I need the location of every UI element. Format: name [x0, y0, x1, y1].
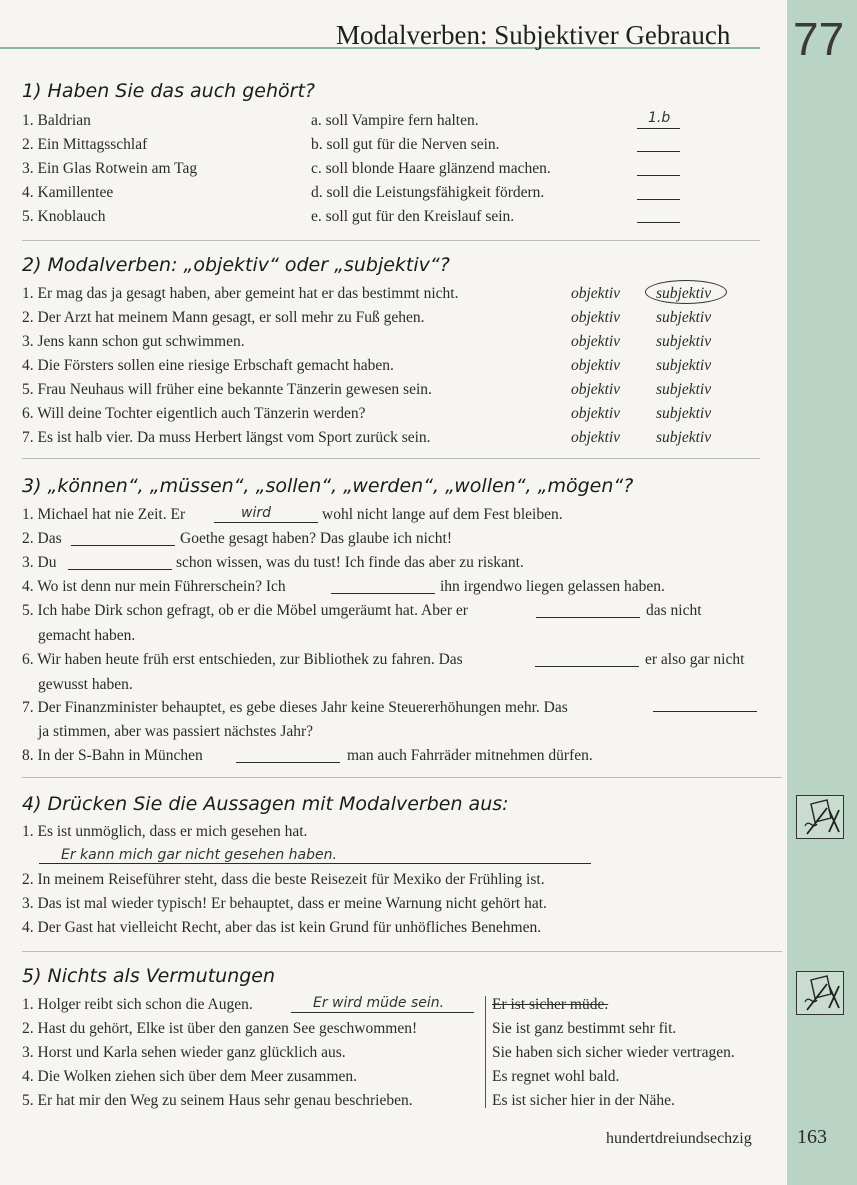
option-objektiv[interactable]: objektiv — [571, 405, 621, 422]
option-subjektiv[interactable]: subjektiv — [656, 381, 712, 398]
sec5-left-item: 4. Die Wolken ziehen sich über dem Meer zusammen. — [22, 1068, 358, 1085]
writing-exercise-icon — [796, 795, 844, 839]
sec2-sentence: 2. Der Arzt hat meinem Mann gesagt, er soll mehr zu Fuß gehen. — [22, 309, 425, 326]
answer-blank[interactable] — [637, 222, 680, 223]
option-objektiv[interactable]: objektiv — [571, 333, 621, 350]
answer-blank[interactable] — [291, 1012, 474, 1013]
sec1-option: b. soll gut für die Nerven sein. — [311, 136, 500, 153]
option-objektiv[interactable]: objektiv — [571, 285, 621, 302]
option-objektiv[interactable]: objektiv — [571, 381, 621, 398]
sec1-item: 3. Ein Glas Rotwein am Tag — [22, 160, 198, 177]
sec3-line-6-cont: gewusst haben. — [38, 676, 133, 693]
answer-blank[interactable] — [637, 151, 680, 152]
answer-blank[interactable] — [214, 522, 318, 523]
sec2-sentence: 3. Jens kann schon gut schwimmen. — [22, 333, 245, 350]
sec3-line-6-start: 6. Wir haben heute früh erst entschieden, zur Bibliothek zu fahren. Das — [22, 651, 463, 668]
answer-blank[interactable] — [637, 199, 680, 200]
sec3-line-6-end: er also gar nicht — [645, 651, 745, 668]
sec4-item: 3. Das ist mal wieder typisch! Er behauptet, dass er meine Warnung nicht gehört hat. — [22, 895, 547, 912]
answer-blank[interactable] — [536, 617, 640, 618]
sec3-example-answer: wird — [241, 505, 271, 521]
sec2-sentence: 6. Will deine Tochter eigentlich auch Tänzerin werden? — [22, 405, 366, 422]
sec3-line-3-end: schon wissen, was du tust! Ich finde das aber zu riskant. — [176, 554, 524, 571]
sec3-line-5-cont: gemacht haben. — [38, 627, 136, 644]
page-number-word: hundertdreiundsechzig — [606, 1130, 752, 1147]
sec2-sentence: 1. Er mag das ja gesagt haben, aber gemeint hat er das bestimmt nicht. — [22, 285, 459, 302]
sec3-line-2-end: Goethe gesagt haben? Das glaube ich nicht! — [180, 530, 453, 547]
sec5-example-answer: Er wird müde sein. — [313, 995, 445, 1011]
section-divider — [22, 240, 760, 241]
sec4-item: 2. In meinem Reiseführer steht, dass die beste Reisezeit für Mexiko der Frühling ist. — [22, 871, 545, 888]
sec3-line-5-end: das nicht — [646, 602, 702, 619]
sec4-example-answer: Er kann mich gar nicht gesehen haben. — [61, 847, 337, 863]
sec1-option: e. soll gut für den Kreislauf sein. — [311, 208, 515, 225]
option-objektiv[interactable]: objektiv — [571, 429, 621, 446]
selected-circle-mark — [645, 280, 727, 304]
page-title: Modalverben: Subjektiver Gebrauch — [336, 20, 731, 50]
answer-blank[interactable] — [535, 666, 639, 667]
sec1-option: c. soll blonde Haare glänzend machen. — [311, 160, 551, 177]
answer-blank[interactable] — [71, 545, 175, 546]
sec3-line-7-cont: ja stimmen, aber was passiert nächstes Jahr? — [38, 723, 314, 740]
option-subjektiv[interactable]: subjektiv — [656, 429, 712, 446]
sec3-line-1-end: wohl nicht lange auf dem Fest bleiben. — [322, 506, 563, 523]
answer-blank[interactable] — [68, 569, 172, 570]
sec1-item: 2. Ein Mittagsschlaf — [22, 136, 148, 153]
option-objektiv[interactable]: objektiv — [571, 309, 621, 326]
section-divider — [22, 777, 782, 778]
sec5-right-item: Er ist sicher müde. — [492, 996, 609, 1013]
sec3-line-8-start: 8. In der S-Bahn in München — [22, 747, 203, 764]
column-separator — [485, 996, 486, 1108]
answer-blank[interactable] — [331, 593, 435, 594]
sec3-line-8-end: man auch Fahrräder mitnehmen dürfen. — [347, 747, 593, 764]
sec3-line-4-end: ihn irgendwo liegen gelassen haben. — [440, 578, 665, 595]
answer-blank[interactable] — [637, 128, 680, 129]
sec5-left-item: 5. Er hat mir den Weg zu seinem Haus sehr genau beschrieben. — [22, 1092, 413, 1109]
sec3-line-3-start: 3. Du — [22, 554, 57, 571]
section-2-title: 2) Modalverben: „objektiv“ oder „subjektiv“? — [22, 254, 450, 276]
answer-blank[interactable] — [39, 863, 591, 864]
answer-blank[interactable] — [236, 762, 340, 763]
option-objektiv[interactable]: objektiv — [571, 357, 621, 374]
answer-blank[interactable] — [653, 711, 757, 712]
sec3-line-1-start: 1. Michael hat nie Zeit. Er — [22, 506, 186, 523]
sec4-item: 1. Es ist unmöglich, dass er mich gesehen hat. — [22, 823, 308, 840]
sec5-left-item: 3. Horst und Karla sehen wieder ganz glücklich aus. — [22, 1044, 346, 1061]
sec5-right-item: Es regnet wohl bald. — [492, 1068, 620, 1085]
sec3-line-5-start: 5. Ich habe Dirk schon gefragt, ob er die Möbel umgeräumt hat. Aber er — [22, 602, 468, 619]
section-divider — [22, 458, 760, 459]
page-number: 163 — [797, 1126, 827, 1148]
sec1-item: 1. Baldrian — [22, 112, 91, 129]
sec3-line-7-start: 7. Der Finanzminister behauptet, es gebe dieses Jahr keine Steuererhöhungen mehr. Das — [22, 699, 568, 716]
option-subjektiv[interactable]: subjektiv — [656, 357, 712, 374]
option-subjektiv[interactable]: subjektiv — [656, 333, 712, 350]
answer-blank[interactable] — [637, 175, 680, 176]
sec3-line-2-start: 2. Das — [22, 530, 62, 547]
sec5-left-item: 2. Hast du gehört, Elke ist über den ganzen See geschwommen! — [22, 1020, 418, 1037]
option-subjektiv[interactable]: subjektiv — [656, 405, 712, 422]
writing-exercise-icon — [796, 971, 844, 1015]
sec5-right-item: Sie haben sich sicher wieder vertragen. — [492, 1044, 735, 1061]
sec1-item: 5. Knoblauch — [22, 208, 106, 225]
section-divider — [22, 951, 782, 952]
sec5-right-item: Sie ist ganz bestimmt sehr fit. — [492, 1020, 677, 1037]
sec1-option: d. soll die Leistungsfähigkeit fördern. — [311, 184, 545, 201]
section-3-title: 3) „können“, „müssen“, „sollen“, „werden“, „wollen“, „mögen“? — [22, 475, 634, 497]
sec5-left-item: 1. Holger reibt sich schon die Augen. — [22, 996, 253, 1013]
sec3-line-4-start: 4. Wo ist denn nur mein Führerschein? Ich — [22, 578, 286, 595]
chapter-number: 77 — [793, 13, 845, 65]
sec2-sentence: 4. Die Försters sollen eine riesige Erbschaft gemacht haben. — [22, 357, 394, 374]
sec2-sentence: 5. Frau Neuhaus will früher eine bekannte Tänzerin gewesen sein. — [22, 381, 432, 398]
option-subjektiv[interactable]: subjektiv — [656, 285, 712, 302]
sec1-option: a. soll Vampire fern halten. — [311, 112, 479, 129]
section-1-title: 1) Haben Sie das auch gehört? — [22, 80, 315, 102]
sec1-item: 4. Kamillentee — [22, 184, 114, 201]
sec2-sentence: 7. Es ist halb vier. Da muss Herbert längst vom Sport zurück sein. — [22, 429, 431, 446]
option-subjektiv[interactable]: subjektiv — [656, 309, 712, 326]
sec1-example-answer: 1.b — [648, 110, 671, 126]
sec5-right-item: Es ist sicher hier in der Nähe. — [492, 1092, 675, 1109]
section-4-title: 4) Drücken Sie die Aussagen mit Modalverben aus: — [22, 793, 509, 815]
sec4-item: 4. Der Gast hat vielleicht Recht, aber das ist kein Grund für unhöfliches Benehmen. — [22, 919, 542, 936]
section-5-title: 5) Nichts als Vermutungen — [22, 965, 276, 987]
